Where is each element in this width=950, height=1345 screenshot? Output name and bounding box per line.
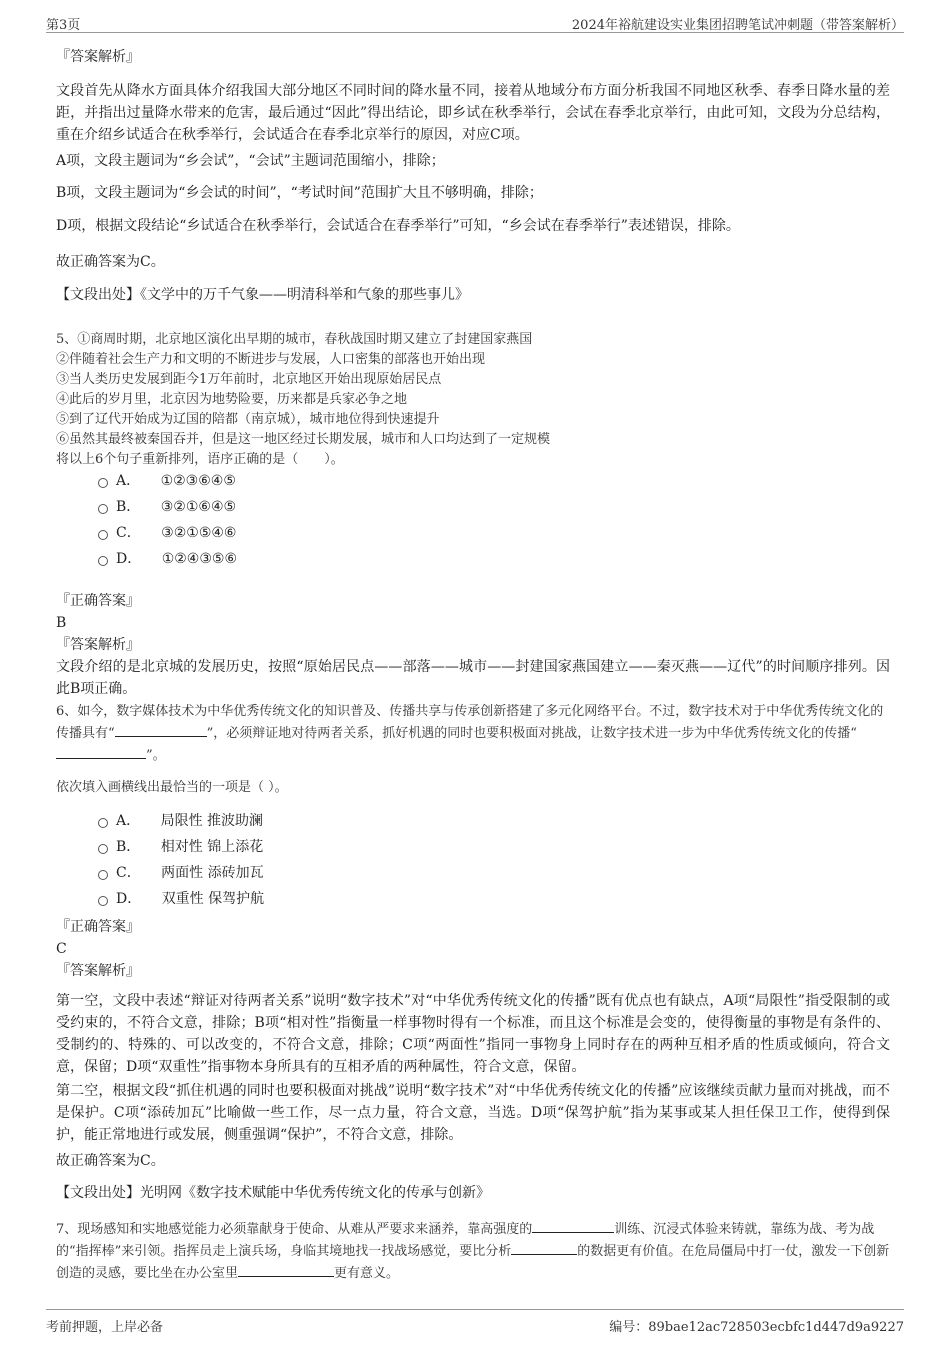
q4-conclusion: 故正确答案为C。 — [56, 254, 165, 270]
q4-analysis-option-b: B项，文段主题词为“乡会试的时间”，“考试时间”范围扩大且不够明确，排除； — [56, 185, 543, 201]
radio-icon[interactable] — [98, 478, 108, 488]
q6-option-c[interactable] — [56, 860, 890, 886]
option-text: 局限性 推波助澜 — [160, 813, 264, 829]
page-header — [46, 12, 904, 33]
q6-stem-part3: ”。 — [146, 748, 166, 763]
q5-line: ③当人类历史发展到距今1万年前时，北京地区开始出现原始居民点 — [56, 372, 442, 387]
option-label: B． — [116, 499, 141, 515]
option-text: 两面性 添砖加瓦 — [161, 865, 264, 881]
page-number: 第3页 — [46, 18, 81, 33]
page-footer — [46, 1309, 904, 1338]
option-text: 双重性 保驾护航 — [161, 891, 265, 907]
q6-source: 【文段出处】光明网《数字技术赋能中华优秀传统文化的传承与创新》 — [56, 1185, 490, 1201]
radio-icon[interactable] — [98, 530, 108, 540]
option-label: A． — [116, 473, 141, 489]
q7-part3: 的数据更有价值。在危局僵局中打一仗，激发一下创新创造的灵感，要比坐在办公室里 — [56, 1244, 890, 1281]
q6-blank-1 — [115, 722, 207, 737]
footer-slogan: 考前押题，上岸必备 — [46, 1320, 164, 1335]
radio-icon[interactable] — [98, 818, 108, 828]
q6-instruction: 依次填入画横线出最恰当的一项是（ ）。 — [56, 780, 288, 795]
option-text: ①②③⑥④⑤ — [160, 473, 236, 489]
q6-blank-2 — [56, 744, 146, 759]
q6-answer: C — [56, 941, 67, 957]
q4-source: 【文段出处】《文学中的万千气象——明清科举和气象的那些事儿》 — [56, 287, 469, 303]
q6-option-b[interactable] — [56, 834, 890, 860]
q6-analysis-paragraph-1: 第一空，文段中表述“辩证对待两者关系”说明“数字技术”对“中华优秀传统文化的传播”既有优点也有缺点，A项“局限性”指受限制的或受约束的，不符合文意，排除；B项“相对性”指衡量一样事物时得有一个标准，而且这个标准是会变的，使得衡量的事物是有条件的、受制约的、特殊的、可以改变的，不符合文意，排除；C项“两面性”指同一事物身上同时存在的两种互相矛盾的性质或倾向，符合文意，保留；D项“双重性”指事物本身所具有的互相矛盾的两种属性，符合文意，保留。 — [56, 993, 890, 1075]
q5-instruction: 将以上6个句子重新排列，语序正确的是（ ）。 — [56, 452, 344, 467]
q5-analysis: 文段介绍的是北京城的发展历史，按照“原始居民点——部落——城市——封建国家燕国建立——秦灭燕——辽代”的时间顺序排列。因此B项正确。 — [56, 659, 890, 697]
q4-analysis-option-d: D项，根据文段结论“乡试适合在秋季举行，会试适合在春季举行”可知，“乡会试在春季举行”表述错误，排除。 — [56, 218, 740, 234]
q5-answer: B — [56, 615, 67, 631]
q7-blank-3 — [238, 1262, 334, 1277]
q7-part1: 7、现场感知和实地感觉能力必须靠献身于使命、从难从严要求来涵养，靠高强度的 — [56, 1222, 533, 1237]
q6-options — [56, 808, 890, 912]
q5-stem — [56, 330, 890, 470]
q5-option-b[interactable] — [56, 494, 890, 520]
option-label: D． — [116, 891, 142, 907]
radio-icon[interactable] — [98, 844, 108, 854]
q7-part2: 训练、沉浸式体验来铸就，靠练为战、考为战的“指挥棒”来引领。指挥员走上演兵场，身临其境地找一找战场感觉，要比分析 — [56, 1222, 875, 1259]
option-text: ①②④③⑤⑥ — [161, 551, 237, 567]
q6-analysis-paragraph-2: 第二空，根据文段“抓住机遇的同时也要积极面对挑战”说明“数字技术”对“中华优秀传统文化的传播”应该继续贡献力量而对挑战，而不是保护。C项“添砖加瓦”比喻做一些工作，尽一点力量，符合文意，当选。D项“保驾护航”指为某事或某人担任保卫工作，使得到保护，能正常地进行或发展，侧重强调“保护”，不符合文意，排除。 — [56, 1083, 890, 1143]
q6-stem — [56, 702, 890, 766]
option-label: C． — [116, 525, 141, 541]
option-text: ③②①⑤④⑥ — [161, 525, 237, 541]
q5-analysis-heading: 『答案解析』 — [56, 637, 140, 653]
q6-option-a[interactable] — [56, 808, 890, 834]
q5-line: ④此后的岁月里，北京因为地势险要，历来都是兵家必争之地 — [56, 392, 408, 407]
q5-line: ⑥虽然其最终被秦国吞并，但是这一地区经过长期发展，城市和人口均达到了一定规模 — [56, 432, 551, 447]
q5-line: 5、①商周时期，北京地区演化出早期的城市，春秋战国时期又建立了封建国家燕国 — [56, 332, 533, 347]
q7-blank-1 — [532, 1218, 614, 1233]
q5-option-d[interactable] — [56, 546, 890, 572]
q7-part4: 更有意义。 — [334, 1266, 400, 1281]
q5-line: ②伴随着社会生产力和文明的不断进步与发展，人口密集的部落也开始出现 — [56, 352, 486, 367]
q6-analysis-heading: 『答案解析』 — [56, 963, 140, 979]
radio-icon[interactable] — [98, 896, 108, 906]
q5-option-a[interactable] — [56, 468, 890, 494]
document-code: 编号：89bae12ac728503ecbfc1d447d9a9227 — [609, 1320, 904, 1335]
option-text: 相对性 锦上添花 — [160, 839, 264, 855]
option-text: ③②①⑥④⑤ — [160, 499, 237, 515]
option-label: B． — [116, 839, 141, 855]
q6-conclusion: 故正确答案为C。 — [56, 1153, 165, 1169]
radio-icon[interactable] — [98, 870, 108, 880]
option-label: D． — [116, 551, 142, 567]
q6-answer-heading: 『正确答案』 — [56, 919, 140, 935]
radio-icon[interactable] — [98, 556, 108, 566]
q6-stem-part1: 6、如今，数字媒体技术为中华优秀传统文化的知识普及、传播共享与传承创新搭建了多元化网络平台。不过，数字技术对于中华优秀传统文化的传播具有“ — [56, 704, 884, 741]
q4-analysis-paragraph: 文段首先从降水方面具体介绍我国大部分地区不同时间的降水量不同，接着从地域分布方面分析我国不同地区秋季、春季日降水量的差距，并指出过量降水带来的危害，最后通过“因此”得出结论，即乡试在秋季举行，会试在春季北京举行，由此可知，文段为分总结构，重在介绍乡试适合在秋季举行，会试适合在春季北京举行的原因，对应C项。 — [56, 83, 890, 143]
q5-options — [56, 468, 890, 572]
option-label: A． — [116, 813, 141, 829]
radio-icon[interactable] — [98, 504, 108, 514]
q7-stem — [56, 1218, 890, 1284]
q5-answer-heading: 『正确答案』 — [56, 593, 140, 609]
q5-option-c[interactable] — [56, 520, 890, 546]
q7-blank-2 — [511, 1240, 577, 1255]
q6-stem-part2: ”，必须辩证地对待两者关系，抓好机遇的同时也要积极面对挑战，让数字技术进一步为中华优秀传统文化的传播“ — [206, 726, 857, 741]
q4-analysis-heading: 『答案解析』 — [56, 49, 140, 65]
q6-option-d[interactable] — [56, 886, 890, 912]
q5-line: ⑤到了辽代开始成为辽国的陪都（南京城），城市地位得到快速提升 — [56, 412, 440, 427]
document-title: 2024年裕航建设实业集团招聘笔试冲刺题（带答案解析） — [571, 18, 904, 33]
option-label: C． — [116, 865, 141, 881]
q4-analysis-option-a: A项，文段主题词为“乡会试”，“会试”主题词范围缩小，排除； — [56, 153, 445, 169]
